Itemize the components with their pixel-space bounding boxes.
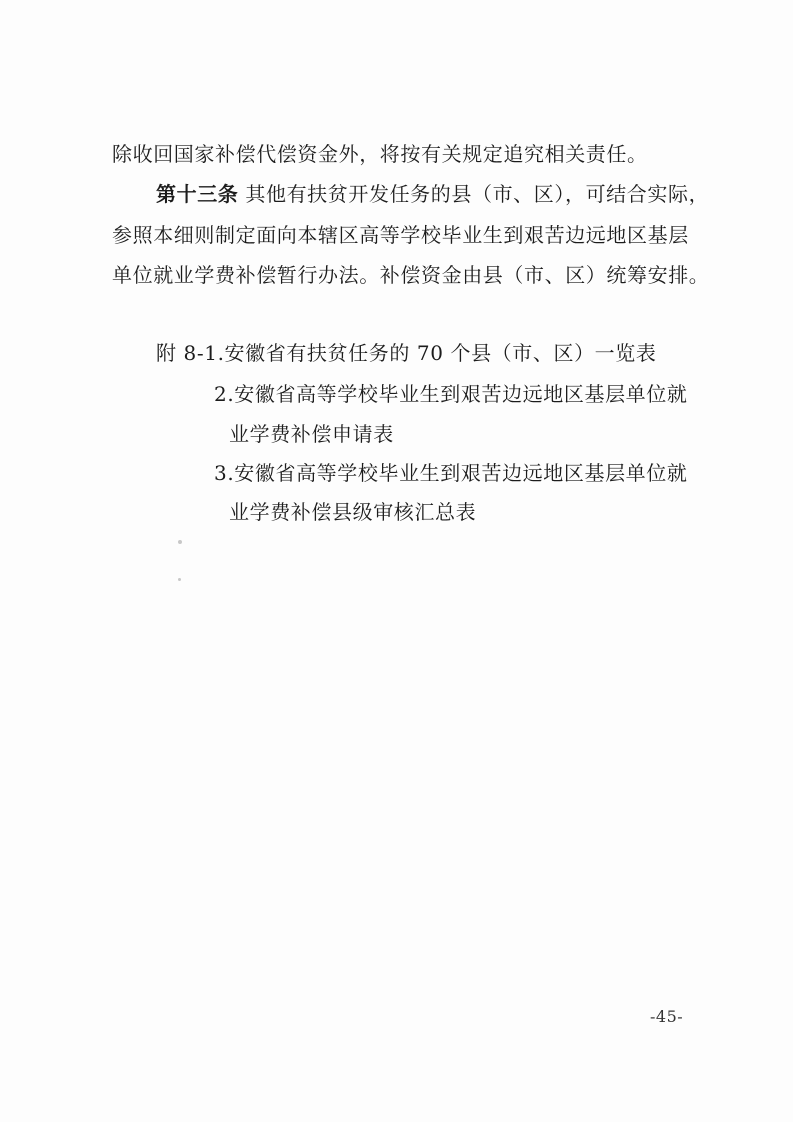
scan-speck [178, 578, 181, 581]
article-13-line-3: 单位就业学费补偿暂行办法。补偿资金由县（市、区）统筹安排。 [112, 263, 710, 287]
article-13-heading: 第十三条 [156, 182, 239, 206]
article-13-first-line [156, 180, 709, 208]
attachment-item-3-line-2: 业学费补偿县级审核汇总表 [229, 500, 477, 524]
article-13-line-1: 其他有扶贫开发任务的县（市、区），可结合实际， [245, 182, 710, 206]
attachment-item-2-line-2: 业学费补偿申请表 [229, 422, 394, 446]
page-number: -45- [650, 1007, 684, 1026]
paragraph-continuation: 除收回国家补偿代偿资金外，将按有关规定追究相关责任。 [112, 142, 648, 166]
scan-speck [178, 540, 182, 544]
attachment-item-1: 附 8-1.安徽省有扶贫任务的 70 个县（市、区）一览表 [156, 341, 657, 365]
attachment-item-3-line-1: 3.安徽省高等学校毕业生到艰苦边远地区基层单位就 [214, 461, 688, 485]
attachment-item-2-line-1: 2.安徽省高等学校毕业生到艰苦边远地区基层单位就 [214, 382, 688, 406]
article-13-line-2: 参照本细则制定面向本辖区高等学校毕业生到艰苦边远地区基层 [112, 223, 689, 247]
